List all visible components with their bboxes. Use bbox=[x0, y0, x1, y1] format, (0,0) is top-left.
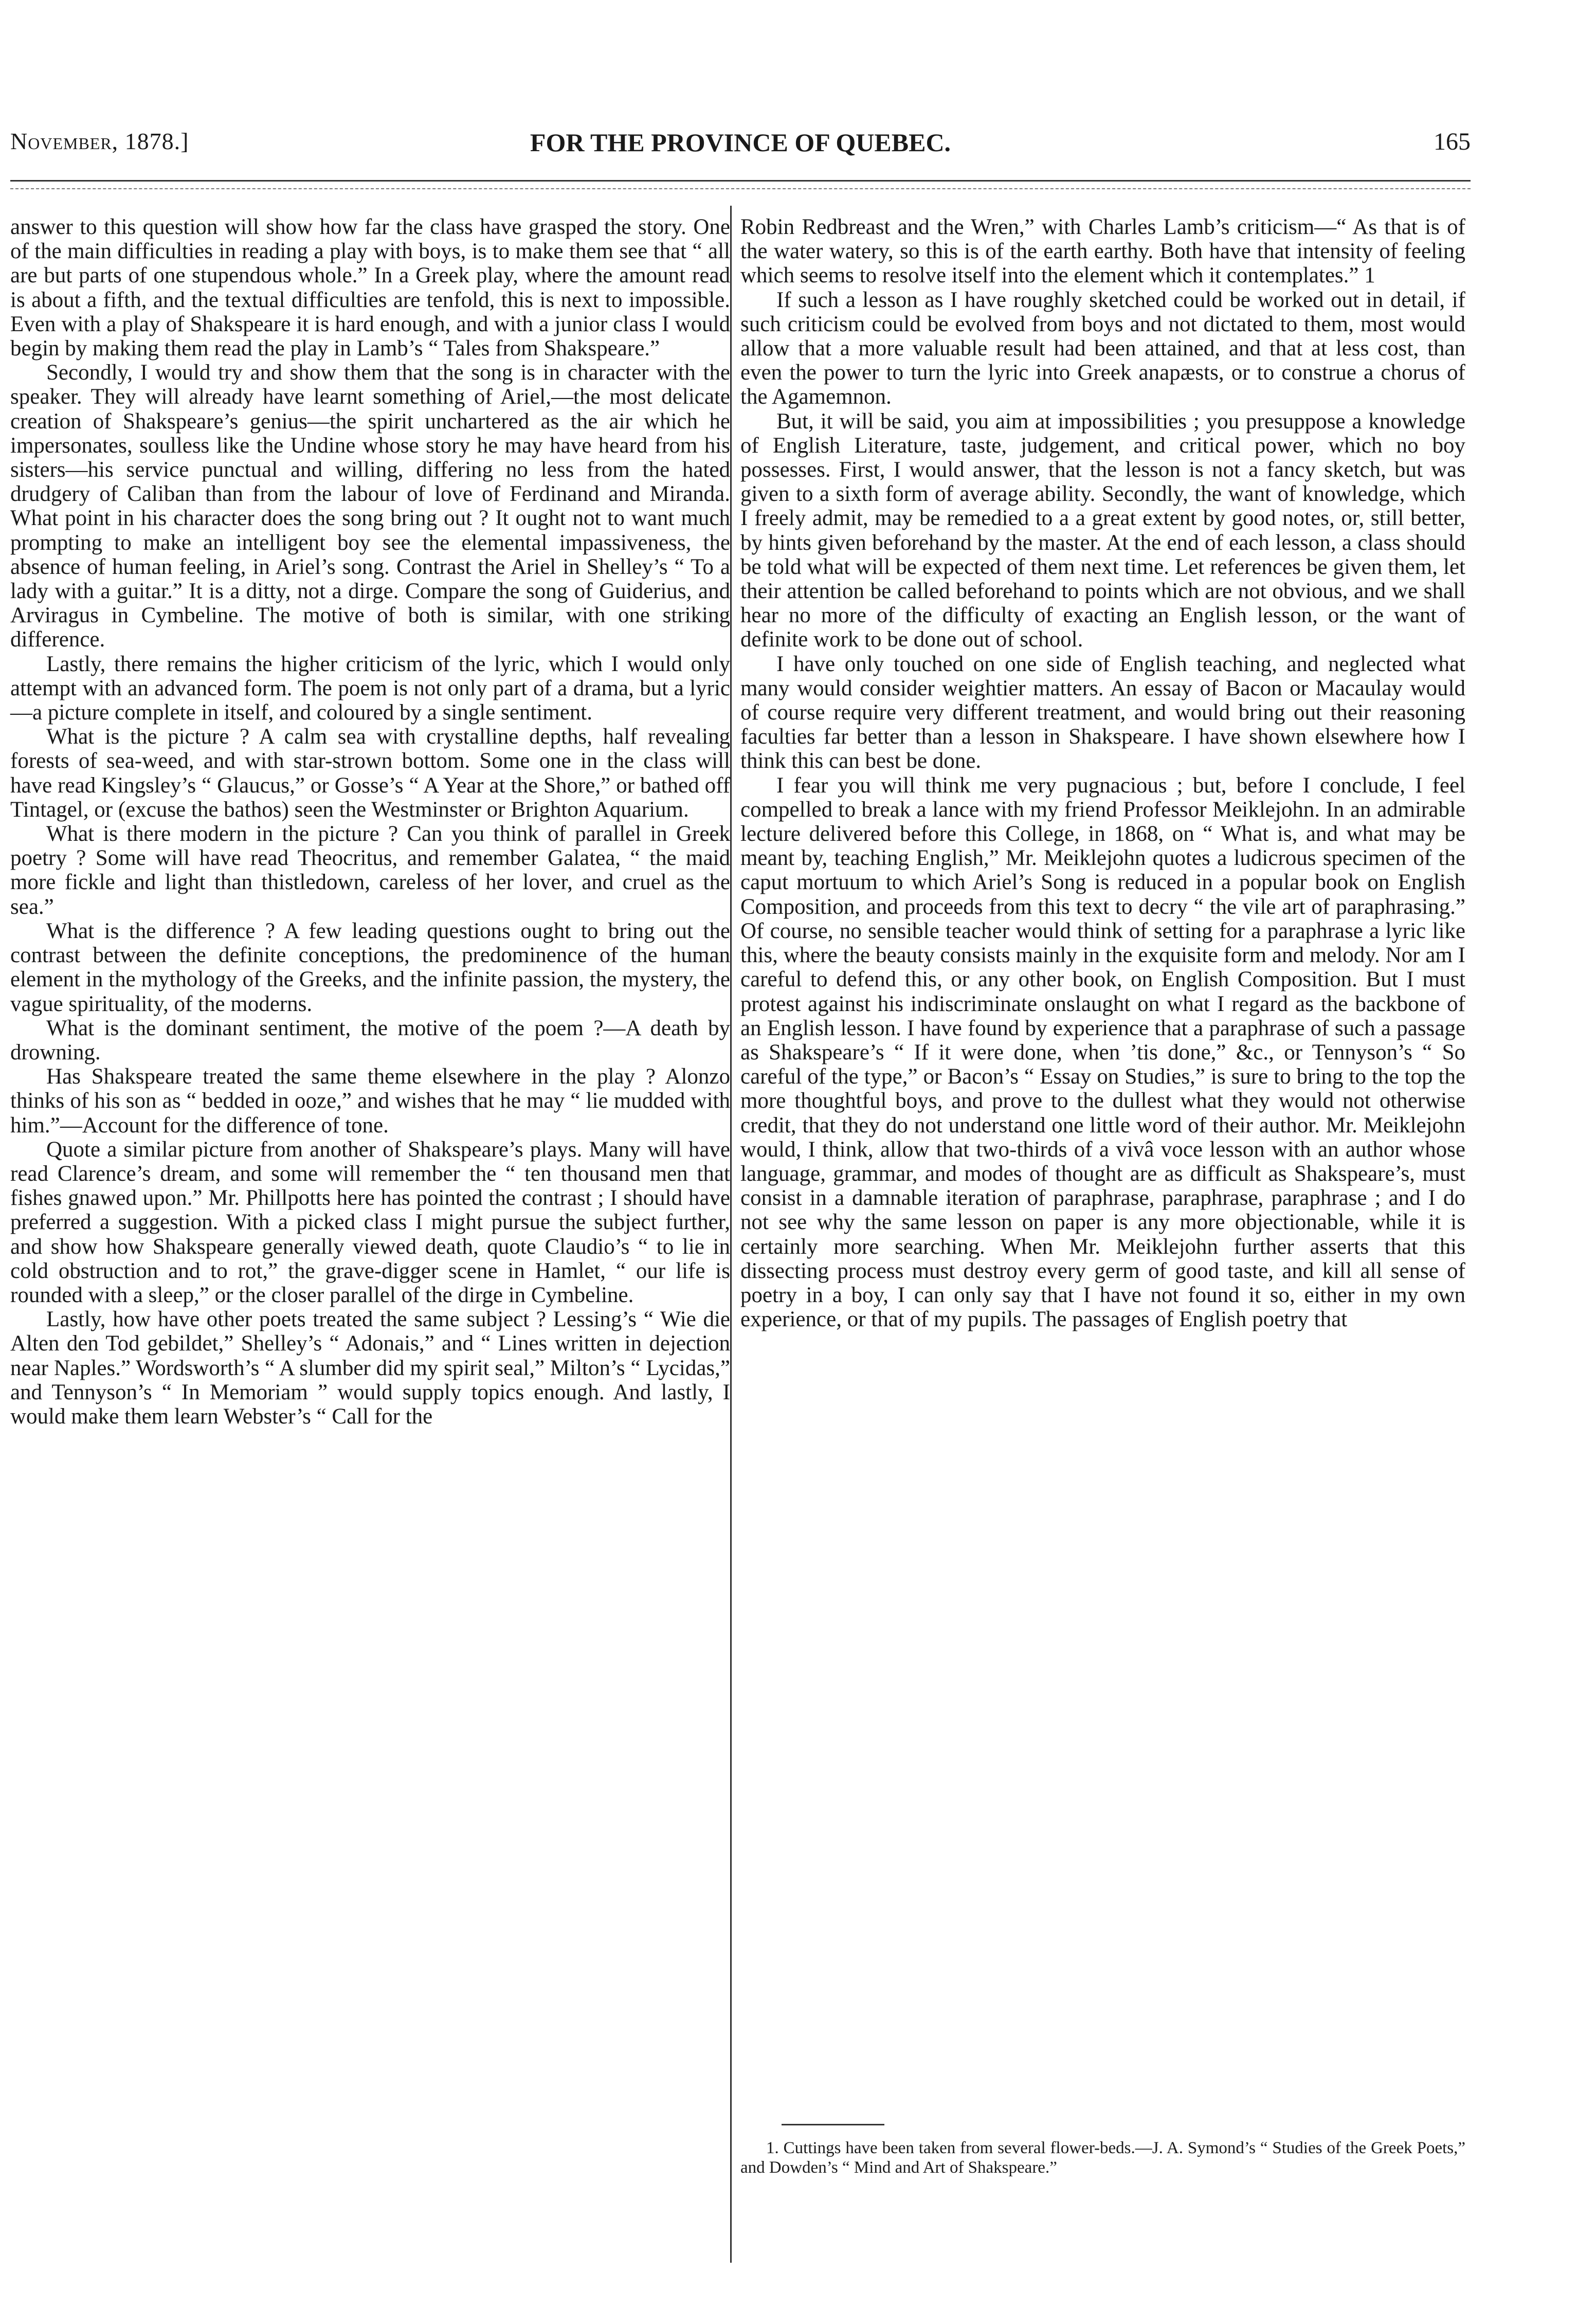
paragraph: What is there modern in the picture ? Can you think of parallel in Greek poetry ? Some will have read Theocritus, and remember Galatea, “ the maid more fickle and light than thistledown, careless of her lover, and cruel as the sea.” bbox=[10, 822, 730, 919]
header-rule-dashed bbox=[10, 188, 1471, 189]
paragraph: What is the difference ? A few leading questions ought to bring out the contrast between the definite conceptions, the predominence of the human element in the mythology of the Greeks, and the infinite passion, the mystery, the vague spirituality, of the moderns. bbox=[10, 918, 730, 1016]
paragraph: Robin Redbreast and the Wren,” with Charles Lamb’s criticism—“ As that is of the water watery, so this is of the earth earthy. Both have that intensity of feeling which seems to resolve itself into the element which it contemplates.” 1 bbox=[740, 215, 1465, 288]
column-divider bbox=[730, 206, 732, 2263]
paragraph: But, it will be said, you aim at impossibilities ; you presuppose a knowledge of English Literature, taste, judgement, and critical power, which no boy possesses. First, I would answer, that the lesson is not a fancy sketch, but was given to a sixth form of average ability. Secondly, the want of knowledge, which I freely admit, may be remedied to a a great extent by good notes, or, still better, by hints given beforehand by the master. At the end of each lesson, a class should be told what will be expected of them next time. Let references be given them, let their attention be called beforehand to points which are not obvious, and we shall hear no more of the difficulty of exacting an English lesson, or the want of definite work to be done out of school. bbox=[740, 409, 1465, 652]
footnote bbox=[740, 2138, 1465, 2177]
paragraph: Lastly, there remains the higher criticism of the lyric, which I would only attempt with an advanced form. The poem is not only part of a drama, but a lyric—a picture complete in itself, and coloured by a single sentiment. bbox=[10, 652, 730, 725]
paragraph: Secondly, I would try and show them that the song is in character with the speaker. They will already have learnt something of Ariel,—the most delicate creation of Shakspeare’s genius—the spirit unchartered as the air which he impersonates, soulless like the Undine whose story he may have heard from his sisters—his service punctual and willing, differing no less from the hated drudgery of Caliban than from the labour of love of Ferdinand and Miranda. What point in his character does the song bring out ? It ought not to want much prompting to make an intelligent boy see the elemental impassiveness, the absence of human feeling, in Ariel’s song. Contrast the Ariel in Shelley’s “ To a lady with a guitar.” It is a ditty, not a dirge. Compare the song of Guiderius, and Arviragus in Cymbeline. The motive of both is similar, with one striking difference. bbox=[10, 360, 730, 652]
footnote-rule bbox=[782, 2124, 884, 2125]
left-column bbox=[10, 215, 730, 1429]
header-date: November, 1878.] bbox=[10, 128, 189, 154]
running-header bbox=[10, 128, 1471, 169]
paragraph: Has Shakspeare treated the same theme elsewhere in the play ? Alonzo thinks of his son as “ bedded in ooze,” and wishes that he may “ lie mudded with him.”—Account for the difference of tone. bbox=[10, 1065, 730, 1138]
paragraph: If such a lesson as I have roughly sketched could be worked out in detail, if such criticism could be evolved from boys and not dictated to them, most would allow that a more valuable result had been attained, and that at less cost, than even the power to turn the lyric into Greek anapæsts, or to construe a chorus of the Agamemnon. bbox=[740, 287, 1465, 409]
paragraph: I have only touched on one side of English teaching, and neglected what many would consider weightier matters. An essay of Bacon or Macaulay would of course require very different treatment, and would bring out their reasoning faculties far better than a lesson in Shakspeare. I have shown elsewhere how I think this can best be done. bbox=[740, 652, 1465, 773]
paragraph: What is the picture ? A calm sea with crystalline depths, half revealing forests of sea-weed, and with star-strown bottom. Some one in the class will have read Kingsley’s “ Glaucus,” or Gosse’s “ A Year at the Shore,” or bathed off Tintagel, or (excuse the bathos) seen the Westminster or Brighton Aquarium. bbox=[10, 725, 730, 822]
header-rule bbox=[10, 180, 1471, 182]
paragraph: What is the dominant sentiment, the motive of the poem ?—A death by drowning. bbox=[10, 1016, 730, 1065]
footnote-text: 1. Cuttings have been taken from several flower-beds.—J. A. Symond’s “ Studies of the Greek Poets,” and Dowden’s “ Mind and Art of Shakspeare.” bbox=[740, 2139, 1465, 2177]
paragraph: I fear you will think me very pugnacious ; but, before I conclude, I feel compelled to break a lance with my friend Professor Meiklejohn. In an admirable lecture delivered before this College, in 1868, on “ What is, and what may be meant by, teaching English,” Mr. Meiklejohn quotes a ludicrous specimen of the caput mortuum to which Ariel’s Song is reduced in a popular book on English Composition, and proceeds from this text to decry “ the vile art of paraphrasing.” Of course, no sensible teacher would think of setting for a paraphrase a lyric like this, where the beauty consists mainly in the exquisite form and melody. Nor am I careful to defend this, or any other book, on English Composition. But I must protest against his indiscriminate onslaught on what I regard as the backbone of an English lesson. I have found by experience that a paraphrase of such a passage as Shakspeare’s “ If it were done, when ’tis done,” &c., or Tennyson’s “ So careful of the type,” or Bacon’s “ Essay on Studies,” is sure to bring to the top the more thoughtful boys, and prove to the dullest what they would not otherwise credit, that they do not understand one little word of their author. Mr. Meiklejohn would, I think, allow that two-thirds of a vivâ voce lesson with an author whose language, grammar, and modes of thought are as difficult as Shakspeare’s, must consist in a damnable iteration of paraphrase, paraphrase, paraphrase ; and I do not see why the same lesson on paper is any more objectionable, while it is certainly more searching. When Mr. Meiklejohn further asserts that this dissecting process must destroy every germ of good taste, and kill all sense of poetry in a boy, I can only say that I have not found it so, either in my own experience, or that of my pupils. The passages of English poetry that bbox=[740, 773, 1465, 1332]
right-column bbox=[740, 215, 1465, 1331]
paragraph: Lastly, how have other poets treated the same subject ? Lessing’s “ Wie die Alten den Tod gebildet,” Shelley’s “ Adonais,” and “ Lines written in dejection near Naples.” Wordsworth’s “ A slumber did my spirit seal,” Milton’s “ Lycidas,” and Tennyson’s “ In Memoriam ” would supply topics enough. And lastly, I would make them learn Webster’s “ Call for the bbox=[10, 1307, 730, 1429]
header-title: FOR THE PROVINCE OF QUEBEC. bbox=[530, 128, 951, 157]
page-number: 165 bbox=[1434, 128, 1471, 155]
paragraph: Quote a similar picture from another of Shakspeare’s plays. Many will have read Clarence’s dream, and some will remember the “ ten thousand men that fishes gnawed upon.” Mr. Phillpotts here has pointed the contrast ; I should have preferred a suggestion. With a picked class I might pursue the subject further, and show how Shakspeare generally viewed death, quote Claudio’s “ to lie in cold obstruction and to rot,” the grave-digger scene in Hamlet, “ our life is rounded with a sleep,” or the closer parallel of the dirge in Cymbeline. bbox=[10, 1137, 730, 1307]
paragraph: answer to this question will show how far the class have grasped the story. One of the main difficulties in reading a play with boys, is to make them see that “ all are but parts of one stupendous whole.” In a Greek play, where the amount read is about a fifth, and the textual difficulties are tenfold, this is next to impossible. Even with a play of Shakspeare it is hard enough, and with a junior class I would begin by making them read the play in Lamb’s “ Tales from Shakspeare.” bbox=[10, 215, 730, 361]
